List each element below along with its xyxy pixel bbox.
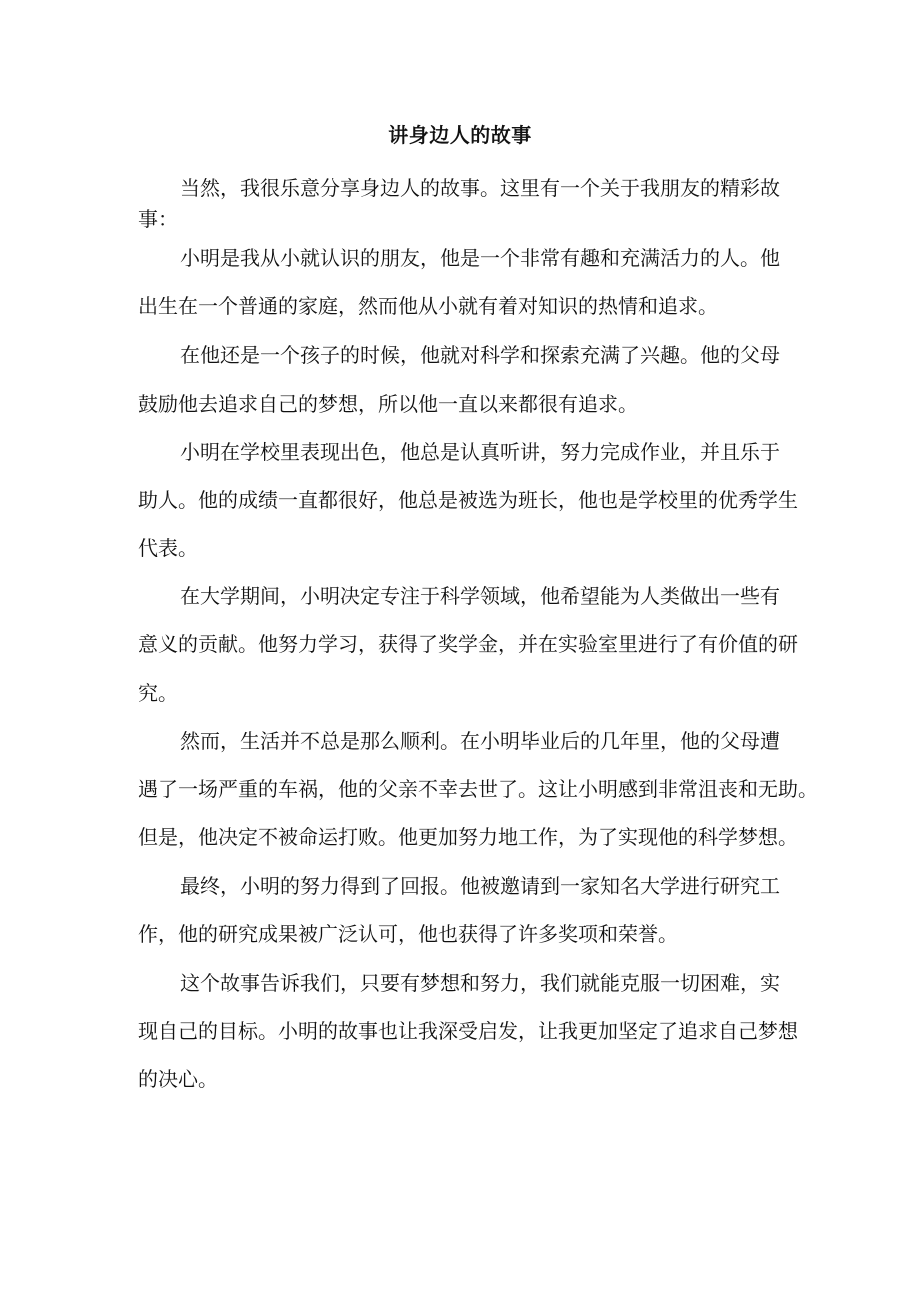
paragraph-line: 小明是我从小就认识的朋友，他是一个非常有趣和充满活力的人。他: [180, 246, 780, 270]
paragraph-line: 鼓励他去追求自己的梦想，所以他一直以来都很有追求。: [138, 392, 638, 416]
paragraph-line: 这个故事告诉我们，只要有梦想和努力，我们就能克服一切困难，实: [180, 971, 780, 995]
paragraph-line: 的决心。: [138, 1067, 218, 1091]
paragraph-line: 助人。他的成绩一直都很好，他总是被选为班长，他也是学校里的优秀学生: [138, 488, 798, 512]
document-title: 讲身边人的故事: [388, 123, 532, 147]
paragraph-line: 事：: [138, 207, 178, 231]
paragraph-line: 出生在一个普通的家庭，然而他从小就有着对知识的热情和追求。: [138, 294, 718, 318]
paragraph-line: 当然，我很乐意分享身边人的故事。这里有一个关于我朋友的精彩故: [180, 176, 780, 200]
paragraph-line: 但是，他决定不被命运打败。他更加努力地工作，为了实现他的科学梦想。: [138, 825, 798, 849]
paragraph-line: 作，他的研究成果被广泛认可，他也获得了许多奖项和荣誉。: [138, 922, 678, 946]
paragraph-line: 最终，小明的努力得到了回报。他被邀请到一家知名大学进行研究工: [180, 874, 780, 898]
paragraph-line: 现自己的目标。小明的故事也让我深受启发，让我更加坚定了追求自己梦想: [138, 1019, 798, 1043]
paragraph-line: 意义的贡献。他努力学习，获得了奖学金，并在实验室里进行了有价值的研: [138, 632, 798, 656]
paragraph-line: 代表。: [138, 536, 198, 560]
paragraph-line: 小明在学校里表现出色，他总是认真听讲，努力完成作业，并且乐于: [180, 440, 780, 464]
paragraph-line: 究。: [138, 681, 178, 705]
paragraph-line: 然而，生活并不总是那么顺利。在小明毕业后的几年里，他的父母遭: [180, 729, 780, 753]
paragraph-line: 遇了一场严重的车祸，他的父亲不幸去世了。这让小明感到非常沮丧和无助。: [138, 777, 818, 801]
paragraph-line: 在他还是一个孩子的时候，他就对科学和探索充满了兴趣。他的父母: [180, 343, 780, 367]
paragraph-line: 在大学期间，小明决定专注于科学领域，他希望能为人类做出一些有: [180, 584, 780, 608]
